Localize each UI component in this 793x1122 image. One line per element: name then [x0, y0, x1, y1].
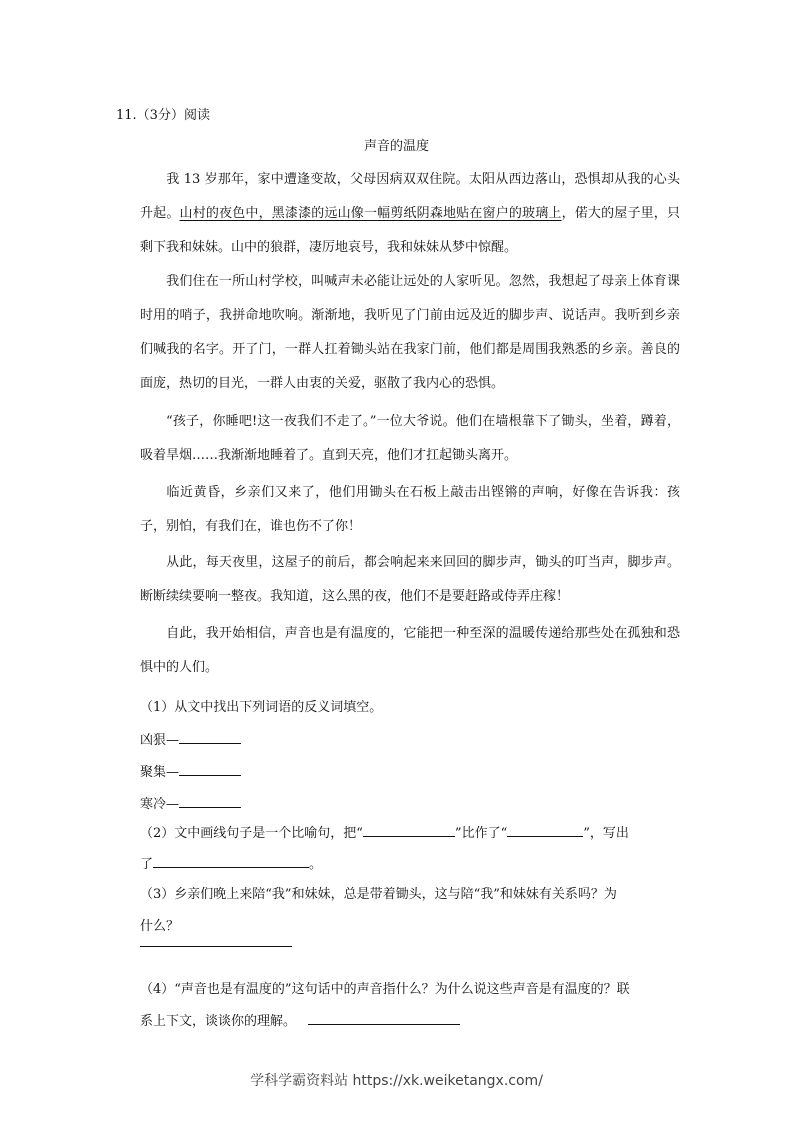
paragraph-6: 自此，我开始相信，声音也是有温度的，它能把一种至深的温暖传递给那些处在孤独和恐惧中的人们。 [140, 626, 680, 675]
answer-blank[interactable] [179, 793, 241, 808]
antonym-row-3: 寒冷— [140, 793, 241, 812]
answer-blank[interactable] [153, 853, 309, 868]
passage-title: 声音的温度 [363, 139, 429, 154]
answer-blank[interactable] [308, 1010, 460, 1025]
p1-text-b: ，偌大的屋子里，只剩下我和妹妹。山中的狼群，凄厉地哀号，我和妹妹从梦中惊醒。 [140, 206, 680, 255]
subquestion-4: （4）“声音也是有温度的”这句话中的声音指什么？为什么说这些声音是有温度的？联 [140, 982, 630, 997]
paragraph-2: 我们住在一所山村学校，叫喊声未必能让远处的人家听见。忽然，我想起了母亲上体育课时用的哨子，我拼命地吹响。渐渐地，我听见了门前由远及近的脚步声、说话声。我听到乡亲们喊我的名字。开了门，一群人扛着锄头站在我家门前，他们都是周围我熟悉的乡亲。善良的面庞，热切的目光，一群人由衷的关爱，驱散了我内心的恐惧。 [140, 274, 680, 391]
p1-text-a: 我 13 岁那年，家中遭逢变故，父母因病双双住院。太阳从西边落山，恐惧却从我的心头升起。 [140, 172, 680, 221]
subquestion-2: （2）文中画线句子是一个比喻句，把“ ”比作了“ ”，写出 [140, 822, 680, 841]
paragraph-4: 临近黄昏，乡亲们又来了，他们用锄头在石板上敲击出铿锵的声响，好像在告诉我：孩子，别怕，有我们在，谁也伤不了你！ [140, 485, 680, 534]
answer-blank[interactable] [363, 822, 455, 837]
answer-blank[interactable] [179, 729, 241, 744]
antonym-row-1: 凶狠— [140, 729, 241, 748]
paragraph-3: “孩子，你睡吧!这一夜我们不走了。”一位大爷说。他们在墙根靠下了锄头，坐着，蹲着，吸着旱烟……我渐渐地睡着了。直到天亮，他们才扛起锄头离开。 [140, 414, 680, 463]
answer-blank[interactable] [507, 822, 583, 837]
question-header: 11.（3分）阅读 [116, 108, 210, 123]
answer-line[interactable] [140, 946, 292, 947]
paragraph-1 [140, 163, 680, 265]
site-footer: 学科学霸资料站 https://xk.weiketangx.com/ [250, 1073, 543, 1089]
subquestion-4-cont: 系上下文，谈谈你的理解。 [140, 1010, 460, 1029]
paragraph-5: 从此，每天夜里，这屋子的前后，都会响起来来回回的脚步声，锄头的叮当声，脚步声。断断续续要响一整夜。我知道，这么黑的夜，他们不是要赶路或侍弄庄稼！ [140, 555, 680, 604]
subquestion-3-cont: 什么？ [140, 919, 180, 934]
answer-blank[interactable] [179, 761, 241, 776]
antonym-row-2: 聚集— [140, 761, 241, 780]
subquestion-1: （1）从文中找出下列词语的反义词填空。 [140, 700, 383, 715]
underlined-sentence: 山村的夜色中，黑漆漆的远山像一幅剪纸阴森地贴在窗户的玻璃上 [179, 206, 562, 221]
subquestion-2-cont: 了 。 [140, 853, 322, 872]
subquestion-3: （3）乡亲们晚上来陪“我”和妹妹，总是带着锄头，这与陪“我”和妹妹有关系吗？为 [140, 887, 617, 902]
